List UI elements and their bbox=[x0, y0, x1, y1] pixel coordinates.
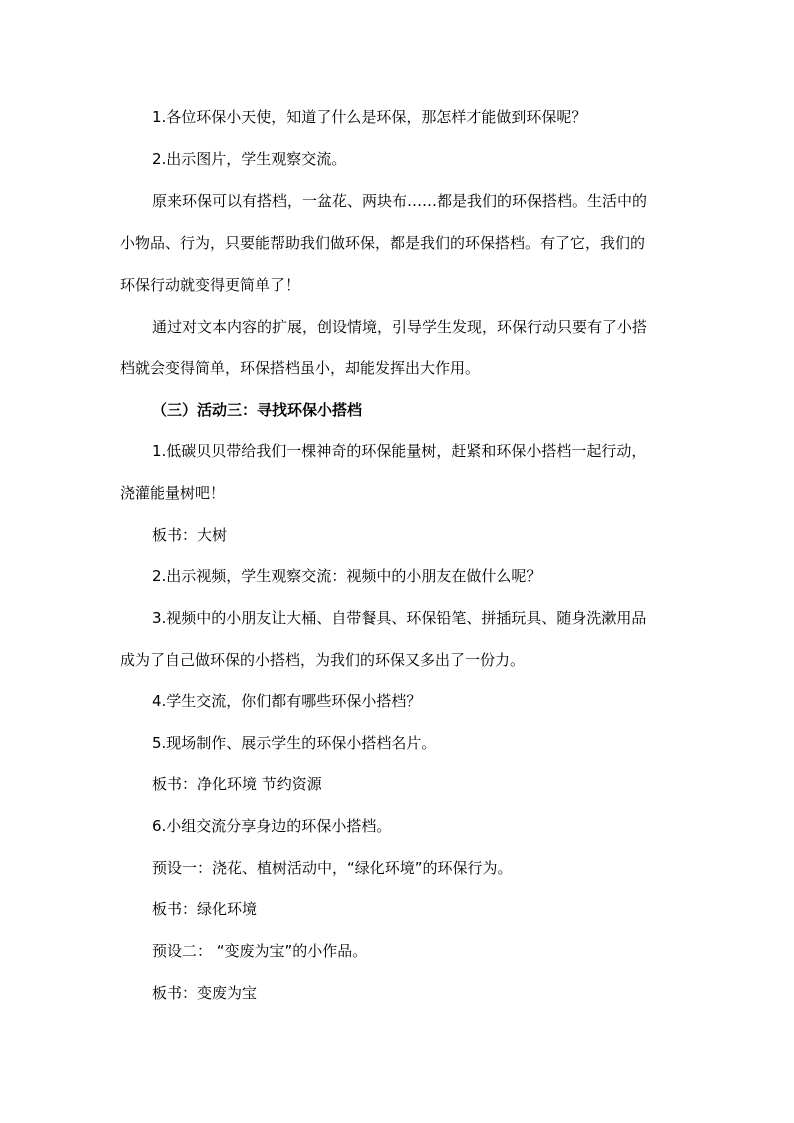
paragraph-line: 预设一：浇花、植树活动中，“绿化环境”的环保行为。 bbox=[152, 859, 513, 877]
paragraph-line: 3.视频中的小朋友让大桶、自带餐具、环保铅笔、拼插玩具、随身洗漱用品 bbox=[152, 609, 647, 627]
section-heading: （三）活动三：寻找环保小搭档 bbox=[152, 401, 363, 419]
paragraph-line: 档就会变得简单，环保搭档虽小，却能发挥出大作用。 bbox=[120, 359, 481, 377]
paragraph-line: 4.学生交流，你们都有哪些环保小搭档？ bbox=[152, 692, 422, 710]
paragraph-line: 浇灌能量树吧！ bbox=[120, 484, 226, 502]
board-note: 板书：大树 bbox=[152, 526, 228, 544]
paragraph-line: 环保行动就变得更简单了！ bbox=[120, 276, 301, 294]
paragraph-line: 通过对文本内容的扩展，创设情境，引导学生发现，环保行动只要有了小搭 bbox=[152, 318, 648, 336]
paragraph-line: 2.出示视频，学生观察交流：视频中的小朋友在做什么呢？ bbox=[152, 567, 542, 585]
paragraph-line: 成为了自己做环保的小搭档，为我们的环保又多出了一份力。 bbox=[120, 651, 526, 669]
board-note: 板书：绿化环境 bbox=[152, 900, 258, 918]
paragraph-line: 预设二： “变废为宝”的小作品。 bbox=[152, 942, 368, 960]
paragraph-line: 小物品、行为，只要能帮助我们做环保，都是我们的环保搭档。有了它，我们的 bbox=[120, 234, 646, 252]
paragraph-line: 原来环保可以有搭档，一盆花、两块布……都是我们的环保搭档。生活中的 bbox=[152, 192, 648, 210]
paragraph-line: 2.出示图片，学生观察交流。 bbox=[152, 150, 347, 168]
paragraph-line: 5.现场制作、展示学生的环保小搭档名片。 bbox=[152, 734, 437, 752]
paragraph-line: 6.小组交流分享身边的环保小搭档。 bbox=[152, 817, 392, 835]
board-note: 板书：变废为宝 bbox=[152, 984, 258, 1002]
paragraph-line: 1.低碳贝贝带给我们一棵神奇的环保能量树，赶紧和环保小搭档一起行动， bbox=[152, 442, 647, 460]
paragraph-line: 1.各位环保小天使，知道了什么是环保，那怎样才能做到环保呢？ bbox=[152, 108, 587, 126]
board-note: 板书：净化环境 节约资源 bbox=[152, 775, 322, 793]
